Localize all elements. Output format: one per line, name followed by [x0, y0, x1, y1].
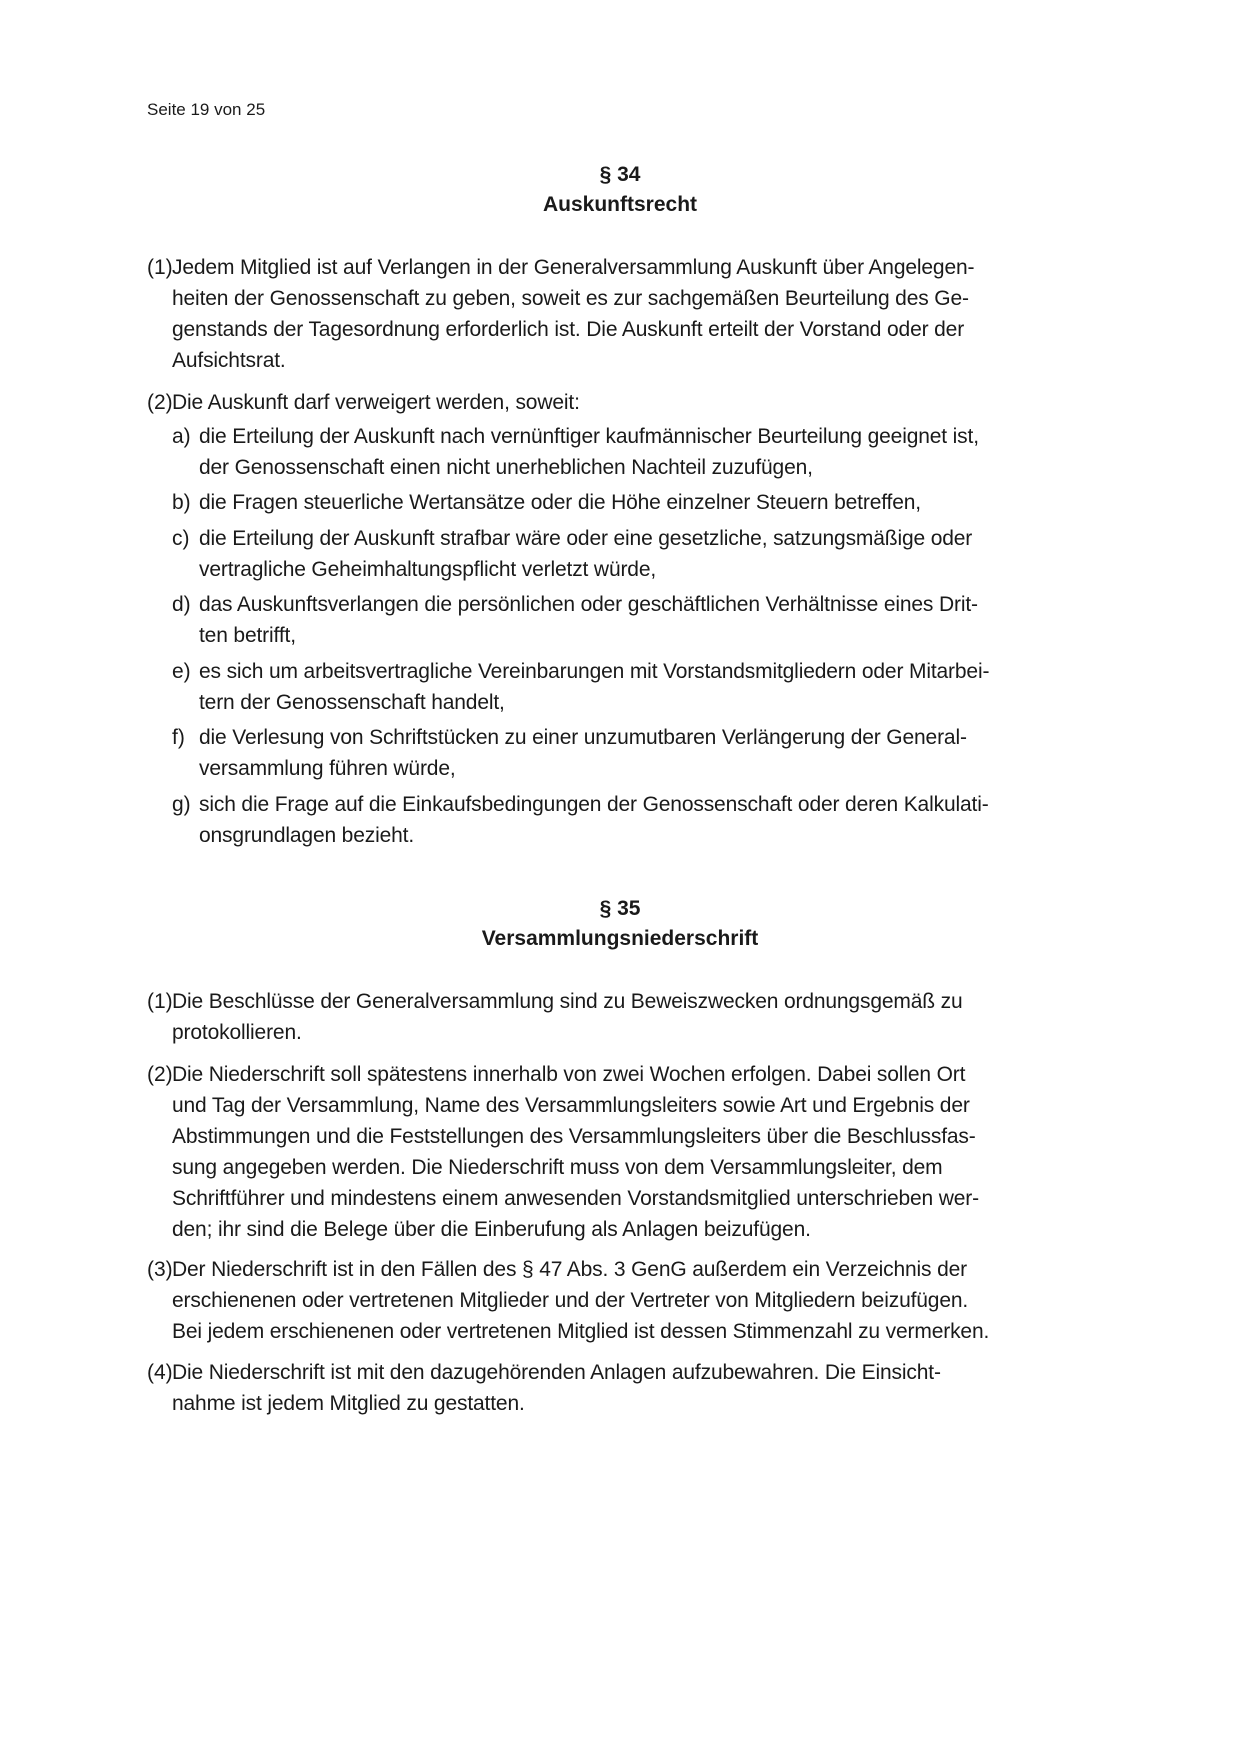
list-item-line: der Genossenschaft einen nicht unerheblichen Nachteil zuzufügen,: [199, 456, 813, 479]
paragraph-line: nahme ist jedem Mitglied zu gestatten.: [172, 1392, 525, 1415]
paragraph-line: protokollieren.: [172, 1021, 302, 1044]
list-item-label: f): [172, 726, 185, 749]
list-item-label: b): [172, 491, 191, 514]
paragraph-label: (4): [147, 1361, 173, 1384]
paragraph-line: genstands der Tagesordnung erforderlich ist. Die Auskunft erteilt der Vorstand oder der: [172, 318, 965, 341]
section-number: § 34: [599, 163, 641, 186]
list-item-line: versammlung führen würde,: [199, 757, 456, 780]
paragraph-line: Jedem Mitglied ist auf Verlangen in der Generalversammlung Auskunft über Angelegen-: [172, 256, 975, 279]
paragraph-line: und Tag der Versammlung, Name des Versammlungsleiters sowie Art und Ergebnis der: [172, 1094, 970, 1117]
list-item-label: g): [172, 793, 191, 816]
section-title: Versammlungsniederschrift: [481, 927, 759, 950]
list-item-line: sich die Frage auf die Einkaufsbedingungen der Genossenschaft oder deren Kalkulati-: [199, 793, 989, 816]
paragraph-line: Schriftführer und mindestens einem anwesenden Vorstandsmitglied unterschrieben wer-: [172, 1187, 979, 1210]
list-item-label: c): [172, 527, 190, 550]
list-item-label: a): [172, 425, 191, 448]
list-item-line: tern der Genossenschaft handelt,: [199, 691, 505, 714]
list-item-line: die Fragen steuerliche Wertansätze oder die Höhe einzelner Steuern betreffen,: [199, 491, 921, 514]
list-item-line: die Verlesung von Schriftstücken zu einer unzumutbaren Verlängerung der General-: [199, 726, 967, 749]
list-item-line: das Auskunftsverlangen die persönlichen oder geschäftlichen Verhältnisse eines Drit-: [199, 593, 978, 616]
paragraph-line: Abstimmungen und die Feststellungen des Versammlungsleiters über die Beschlussfas-: [172, 1125, 976, 1148]
paragraph-line: Die Auskunft darf verweigert werden, soweit:: [172, 391, 580, 414]
list-item-line: die Erteilung der Auskunft strafbar wäre oder eine gesetzliche, satzungsmäßige oder: [199, 527, 973, 550]
page-number-header: Seite 19 von 25: [147, 100, 266, 119]
paragraph-line: erschienenen oder vertretenen Mitglieder und der Vertreter von Mitgliedern beizufügen.: [172, 1289, 969, 1312]
paragraph-line: Der Niederschrift ist in den Fällen des § 47 Abs. 3 GenG außerdem ein Verzeichnis der: [172, 1258, 967, 1281]
section-number: § 35: [599, 897, 641, 920]
paragraph-line: Die Niederschrift soll spätestens innerhalb von zwei Wochen erfolgen. Dabei sollen Ort: [172, 1063, 966, 1086]
paragraph-line: Bei jedem erschienenen oder vertretenen Mitglied ist dessen Stimmenzahl zu vermerken.: [172, 1320, 990, 1343]
paragraph-label: (1): [147, 256, 173, 279]
list-item-line: vertragliche Geheimhaltungspflicht verletzt würde,: [199, 558, 657, 581]
list-item-label: d): [172, 593, 191, 616]
paragraph-line: den; ihr sind die Belege über die Einberufung als Anlagen beizufügen.: [172, 1218, 811, 1241]
paragraph-label: (2): [147, 1063, 173, 1086]
paragraph-label: (1): [147, 990, 173, 1013]
paragraph-line: heiten der Genossenschaft zu geben, soweit es zur sachgemäßen Beurteilung des Ge-: [172, 287, 969, 310]
paragraph-label: (2): [147, 391, 173, 414]
paragraph-line: Die Beschlüsse der Generalversammlung sind zu Beweiszwecken ordnungsgemäß zu: [172, 990, 963, 1013]
list-item-line: onsgrundlagen bezieht.: [199, 824, 415, 847]
paragraph-line: Die Niederschrift ist mit den dazugehörenden Anlagen aufzubewahren. Die Einsicht-: [172, 1361, 941, 1384]
list-item-line: die Erteilung der Auskunft nach vernünftiger kaufmännischer Beurteilung geeignet ist,: [199, 425, 979, 448]
list-item-line: ten betrifft,: [199, 624, 296, 647]
list-item-line: es sich um arbeitsvertragliche Vereinbarungen mit Vorstandsmitgliedern oder Mitarbei-: [199, 660, 990, 683]
list-item-label: e): [172, 660, 191, 683]
paragraph-label: (3): [147, 1258, 173, 1281]
section-title: Auskunftsrecht: [542, 193, 698, 216]
paragraph-line: Aufsichtsrat.: [172, 349, 286, 372]
paragraph-line: sung angegeben werden. Die Niederschrift muss von dem Versammlungsleiter, dem: [172, 1156, 943, 1179]
